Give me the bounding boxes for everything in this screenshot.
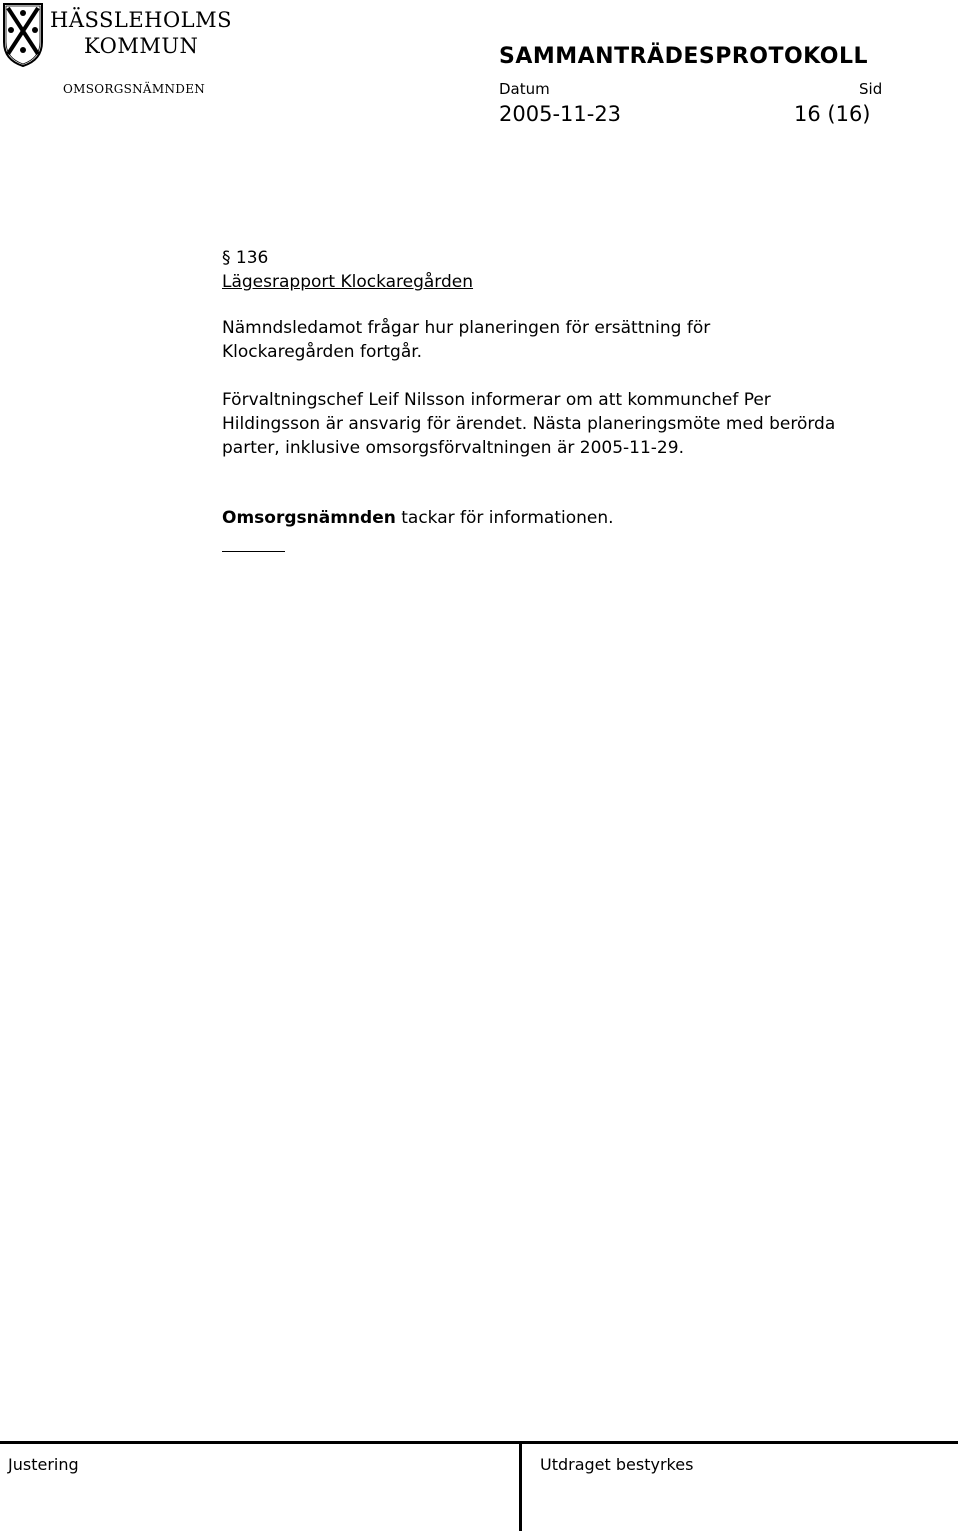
coat-of-arms-icon: [2, 2, 44, 68]
paragraph-2-line-1: Förvaltningschef Leif Nilsson informerar om att kommunchef Per: [222, 390, 771, 410]
section-number: § 136: [222, 248, 269, 268]
decision-subject: Omsorgsnämnden: [222, 508, 396, 528]
page-value: 16 (16): [794, 102, 871, 126]
logo-text-line1: HÄSSLEHOLMS: [50, 8, 233, 32]
paragraph-2-line-2: Hildingsson är ansvarig för ärendet. Nästa planeringsmöte med berörda: [222, 414, 836, 434]
date-label: Datum: [499, 80, 550, 98]
footer-rule: [0, 1441, 958, 1444]
footer-justering-label: Justering: [8, 1455, 79, 1474]
paragraph-1-line-2: Klockaregården fortgår.: [222, 342, 423, 362]
page-label: Sid: [859, 80, 883, 98]
date-value: 2005-11-23: [499, 102, 622, 126]
decision-text: tackar för informationen.: [395, 508, 614, 528]
logo-text-line2: KOMMUN: [84, 34, 199, 58]
department-name: OMSORGSNÄMNDEN: [63, 82, 206, 96]
paragraph-2-line-3: parter, inklusive omsorgsförvaltningen är 2005-11-29.: [222, 438, 684, 458]
section-heading: Lägesrapport Klockaregården: [222, 272, 474, 292]
footer-divider: [519, 1441, 522, 1531]
document-title: SAMMANTRÄDESPROTOKOLL: [499, 44, 868, 69]
footer-certified-label: Utdraget bestyrkes: [540, 1455, 694, 1474]
decision-paragraph: [222, 506, 614, 530]
section-end-rule: [222, 551, 285, 552]
paragraph-1-line-1: Nämndsledamot frågar hur planeringen för ersättning för: [222, 318, 711, 338]
